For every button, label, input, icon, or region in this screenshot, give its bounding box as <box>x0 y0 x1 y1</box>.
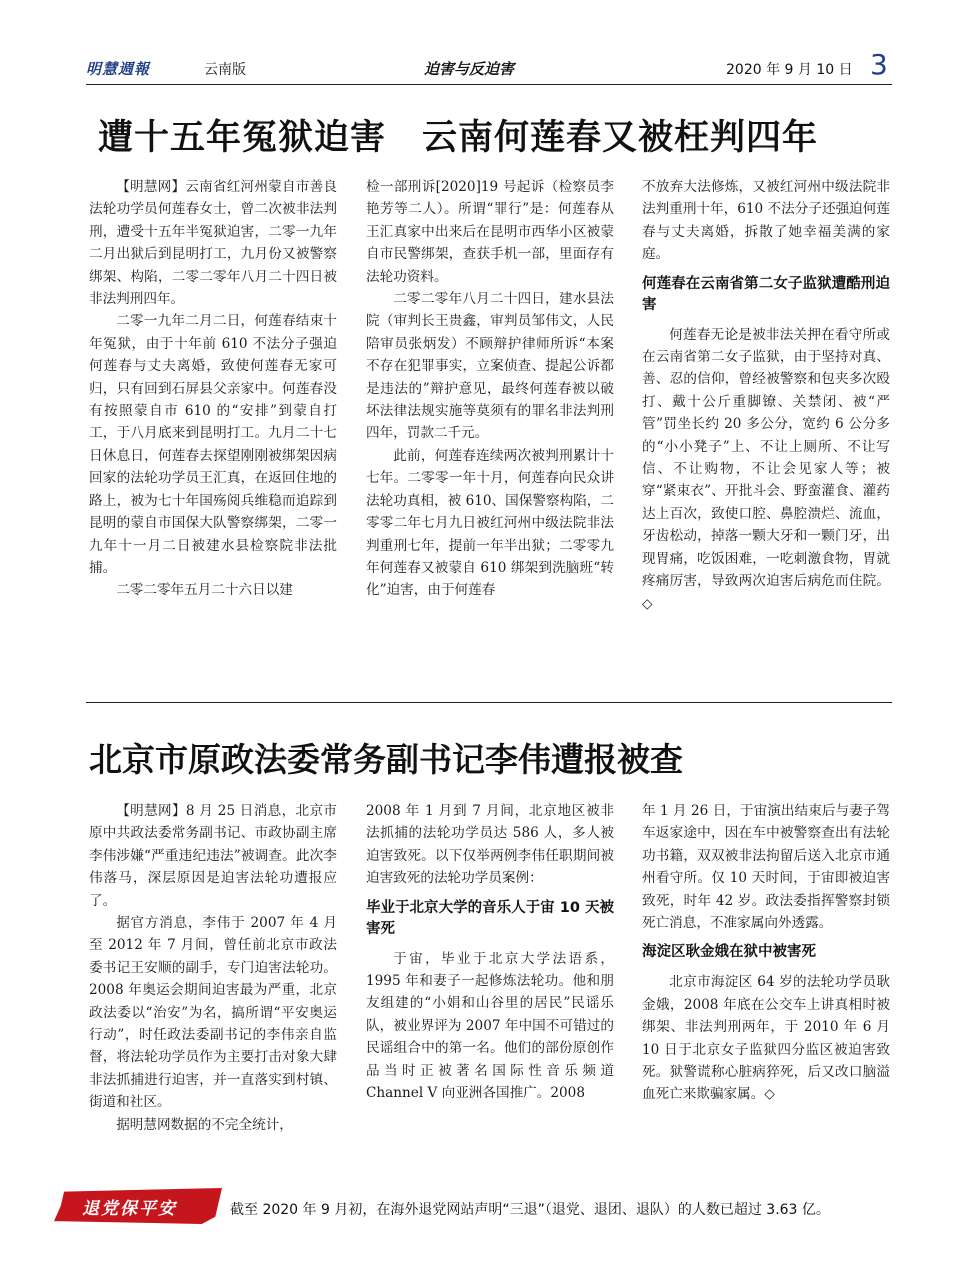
edition-label: 云南版 <box>204 62 246 78</box>
paragraph: 据明慧网数据的不完全统计， <box>116 1116 293 1133</box>
paragraph: 据官方消息，李伟于 2007 年 4 月至 2012 年 7 月间，曾任前北京市政法委书记王安顺的副手，专门迫害法轮功。2008 年奥运会期间迫害最为严重，北京政法委以“治安”为名，搞所谓“平安奥运行动”，时任政法委副书记的李伟亲自监督，将法轮功学员作为主要打击对象大肆非法抓捕进行迫害，并一直落实到村镇、街道和社区。 <box>89 915 337 1111</box>
paragraph: 不放弃大法修炼，又被红河州中级法院非法判重刑十年，610 不法分子还强迫何莲春与丈夫离婚，拆散了她幸福美满的家庭。 <box>642 179 890 263</box>
paragraph: 年 1 月 26 日，于宙演出结束后与妻子驾车返家途中，因在车中被警察查出有法轮功书籍，双双被非法拘留后送入北京市通州看守所。仅 10 天时间，于宙即被迫害致死，时年 42 岁。政法委指挥警察封锁死亡消息，不准家属向外透露。 <box>642 803 890 932</box>
paragraph: 二零二零年五月二十六日以建 <box>116 582 293 599</box>
masthead: 明慧週報 <box>86 60 151 78</box>
article1-column-2 <box>366 176 614 602</box>
paragraph: 北京市海淀区 64 岁的法轮功学员耿金娥，2008 年底在公交车上讲真相时被绑架、非法判刑两年，于 2010 年 6 月 10 日于北京女子监狱四分监区被迫害致死。狱警谎称心脏病猝死，后又改口脑溢血死亡来欺骗家属。◇ <box>642 974 890 1103</box>
paragraph: 二零二零年八月二十四日，建水县法院（审判长王贵鑫，审判员邹伟文，人民陪审员张炳发）不顾辩护律师所诉“本案不存在犯罪事实，立案侦查、提起公诉都是违法的”辩护意见，最终何莲春被以破坏法律法规实施等莫须有的罪名非法判刑四年，罚款二千元。 <box>366 291 614 442</box>
header-rule <box>86 84 892 85</box>
paragraph: 2008 年 1 月到 7 月间，北京地区被非法抓捕的法轮功学员达 586 人，多人被迫害致死。以下仅举两例李伟任职期间被迫害致死的法轮功学员案例： <box>366 803 614 887</box>
page-header <box>86 48 892 82</box>
quit-party-banner <box>54 1188 222 1224</box>
paragraph: 检一部刑诉[2020]19 号起诉（检察员李艳芳等二人）。所谓“罪行”是：何莲春从王汇真家中出来后在昆明市西华小区被蒙自市民警绑架，查获手机一部，里面存有法轮功资料。 <box>366 179 614 285</box>
article2-column-2 <box>366 800 614 1104</box>
article2-headline: 北京市原政法委常务副书记李伟遭报被查 <box>89 740 683 779</box>
paragraph: 【明慧网】云南省红河州蒙自市善良法轮功学员何莲春女士，曾二次被非法判刑，遭受十五年半冤狱迫害，二零一九年二月出狱后到昆明打工，九月份又被警察绑架、构陷，二零二零年八月二十四日被非法判刑四年。 <box>89 179 337 308</box>
article1-column-3 <box>642 176 890 615</box>
section-title: 迫害与反迫害 <box>424 60 515 78</box>
article1-subheading: 何莲春在云南省第二女子监狱遭酷刑迫害 <box>642 275 890 313</box>
banner-label: 退党保平安 <box>82 1199 177 1219</box>
paragraph: 何莲春无论是被非法关押在看守所或在云南省第二女子监狱，由于坚持对真、善、忍的信仰，曾经被警察和包夹多次殴打、戴十公斤重脚镣、关禁闭、被“严管”罚坐长约 20 多公分，宽约 6 公分多的“小小凳子”上、不让上厕所、不让写信、不让购物，不让会见家人等；被穿“紧束衣”、开批斗会、野蛮灌食、灌药达上百次，致使口腔、鼻腔溃烂、流血，牙齿松动，掉落一颗大牙和一颗门牙，出现胃痛，吃饭困难，一吃刺激食物，胃就疼痛厉害，导致两次迫害后病危而住院。◇ <box>642 326 890 612</box>
article2-column-1 <box>89 800 337 1136</box>
paragraph: 此前，何莲春连续两次被判刑累计十七年。二零零一年十月，何莲春向民众讲法轮功真相，被 610、国保警察构陷，二零零二年七月九日被红河州中级法院非法判重刑七年，提前一年半出狱；二零零九年何莲春又被蒙自 610 绑架到洗脑班“转化”迫害，由于何莲春 <box>366 447 614 599</box>
article2-subheading-1: 毕业于北京大学的音乐人于宙 10 天被害死 <box>366 899 614 937</box>
page-number: 3 <box>870 48 888 81</box>
article2-subheading-2: 海淀区耿金娥在狱中被害死 <box>642 944 816 961</box>
article2-column-3 <box>642 800 890 1106</box>
issue-date: 2020 年 9 月 10 日 <box>726 62 853 78</box>
paragraph: 于宙，毕业于北京大学法语系，1995 年和妻子一起修炼法轮功。他和朋友组建的“小娟和山谷里的居民”民谣乐队，被业界评为 2007 年中国不可错过的民谣组合中的第一名。他们的部份原创作品当时正被著名国际性音乐频道 Channel V 向亚洲各国推广。2008 <box>366 950 614 1102</box>
paragraph: 【明慧网】8 月 25 日消息，北京市原中共政法委常务副书记、市政协副主席李伟涉嫌“严重违纪违法”被调查。此次李伟落马，深层原因是迫害法轮功遭报应了。 <box>89 803 337 909</box>
article-divider <box>86 702 892 703</box>
article1-headline: 遭十五年冤狱迫害 云南何莲春又被枉判四年 <box>98 118 819 158</box>
article1-column-1 <box>89 176 337 602</box>
paragraph: 二零一九年二月二日，何莲春结束十年冤狱，由于十年前 610 不法分子强迫何莲春与丈夫离婚，致使何莲春无家可归，只有回到石屏县父亲家中。何莲春没有按照蒙自市 610 的“安排”到蒙自打工，于八月底来到昆明打工。九月二十七日休息日，何莲春去探望刚刚被绑架因病回家的法轮功学员王汇真，在返回住地的路上，被为七十年国殇阅兵维稳而追踪到昆明的蒙自市国保大队警察绑架，二零一九年十一月二日被建水县检察院非法批捕。 <box>89 313 337 576</box>
footer-notice: 截至 2020 年 9 月初，在海外退党网站声明“三退”（退党、退团、退队）的人数已超过 3.63 亿。 <box>230 1202 830 1218</box>
